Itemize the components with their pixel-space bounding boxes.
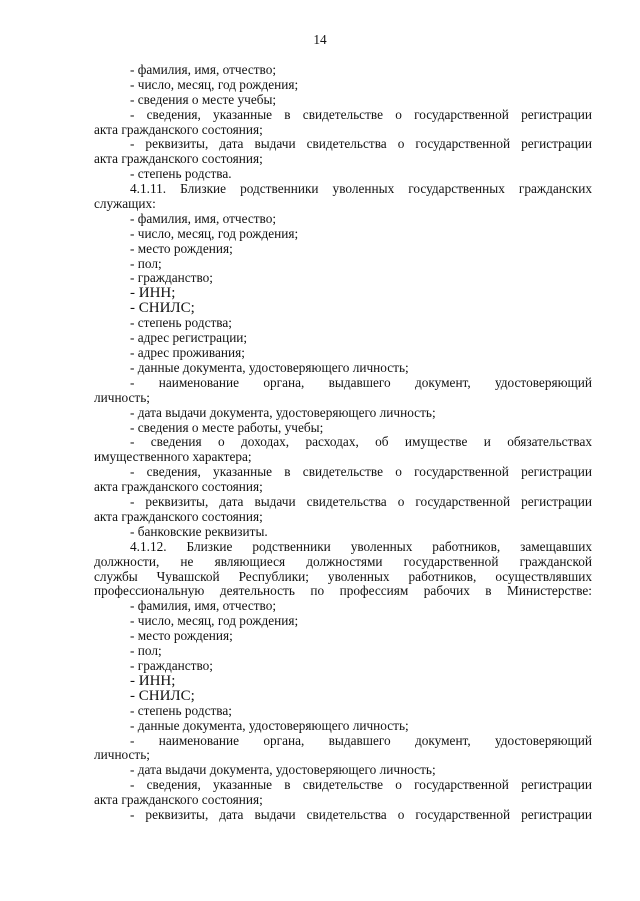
text-line: - число, месяц, год рождения; — [130, 76, 299, 92]
text-line: акта гражданского состояния; — [94, 508, 263, 524]
text-line: - банковские реквизиты. — [130, 523, 268, 539]
text-line: - реквизиты, дата выдачи свидетельства о государственной регистрации — [130, 137, 592, 152]
text-line: - данные документа, удостоверяющего личность; — [130, 717, 409, 733]
page-number: 14 — [313, 32, 327, 47]
text-line: - сведения, указанные в свидетельстве о государственной регистрации — [130, 107, 592, 122]
text-line: 4.1.12. Близкие родственники уволенных работников, замещавших — [130, 539, 592, 554]
text-line: профессиональную деятельность по профессиям рабочих в Министерстве: — [94, 584, 592, 599]
text-line: - адрес проживания; — [130, 345, 245, 361]
text-line: - пол; — [130, 255, 162, 271]
text-line: - степень родства. — [130, 166, 232, 182]
text-line: - гражданство; — [130, 270, 213, 286]
text-line: - ИНН; — [130, 285, 176, 302]
text-line: - реквизиты, дата выдачи свидетельства о государственной регистрации — [130, 495, 592, 510]
text-line: - адрес регистрации; — [130, 330, 248, 346]
text-line: службы Чувашской Республики; уволенных работников, осуществлявших — [94, 569, 592, 584]
text-line: - сведения, указанные в свидетельстве о государственной регистрации — [130, 778, 592, 793]
text-line: - наименование органа, выдавшего документ, удостоверяющий — [130, 375, 592, 390]
text-line: акта гражданского состояния; — [94, 121, 263, 137]
text-line: - пол; — [130, 642, 162, 658]
text-line: - сведения о месте учебы; — [130, 91, 277, 107]
text-line: - данные документа, удостоверяющего личность; — [130, 360, 409, 376]
text-line: - наименование органа, выдавшего документ, удостоверяющий — [130, 733, 592, 748]
text-line: должности, не являющиеся должностями государственной гражданской — [94, 554, 592, 569]
text-line: - фамилия, имя, отчество; — [130, 62, 277, 77]
text-line: - число, месяц, год рождения; — [130, 613, 299, 629]
document-body — [94, 63, 592, 823]
text-line: личность; — [94, 389, 151, 405]
text-line: - сведения, указанные в свидетельстве о государственной регистрации — [130, 465, 592, 480]
text-line: - дата выдачи документа, удостоверяющего личность; — [130, 762, 436, 778]
text-line: имущественного характера; — [94, 449, 252, 465]
text-line: 4.1.11. Близкие родственники уволенных государственных гражданских — [130, 182, 592, 197]
text-line: служащих: — [94, 196, 156, 212]
text-line: - реквизиты, дата выдачи свидетельства о государственной регистрации — [130, 807, 592, 822]
text-line: - ИНН; — [130, 672, 176, 689]
text-line: - фамилия, имя, отчество; — [130, 598, 277, 614]
text-line: личность; — [94, 747, 151, 763]
text-line: - гражданство; — [130, 657, 213, 673]
text-line: - степень родства; — [130, 315, 232, 331]
text-line: - место рождения; — [130, 628, 233, 644]
text-line: - дата выдачи документа, удостоверяющего личность; — [130, 404, 436, 420]
text-line: акта гражданского состояния; — [94, 479, 263, 495]
text-line: акта гражданского состояния; — [94, 792, 263, 808]
text-line: - число, месяц, год рождения; — [130, 225, 299, 241]
text-line: - степень родства; — [130, 702, 232, 718]
text-line: - сведения о доходах, расходах, об имуществе и обязательствах — [130, 435, 592, 450]
text-line: акта гражданского состояния; — [94, 151, 263, 167]
text-line: - СНИЛС; — [130, 300, 195, 317]
text-line: - место рождения; — [130, 240, 233, 256]
text-line: - сведения о месте работы, учебы; — [130, 419, 324, 435]
text-line: - СНИЛС; — [130, 687, 195, 704]
text-line: - фамилия, имя, отчество; — [130, 210, 277, 226]
